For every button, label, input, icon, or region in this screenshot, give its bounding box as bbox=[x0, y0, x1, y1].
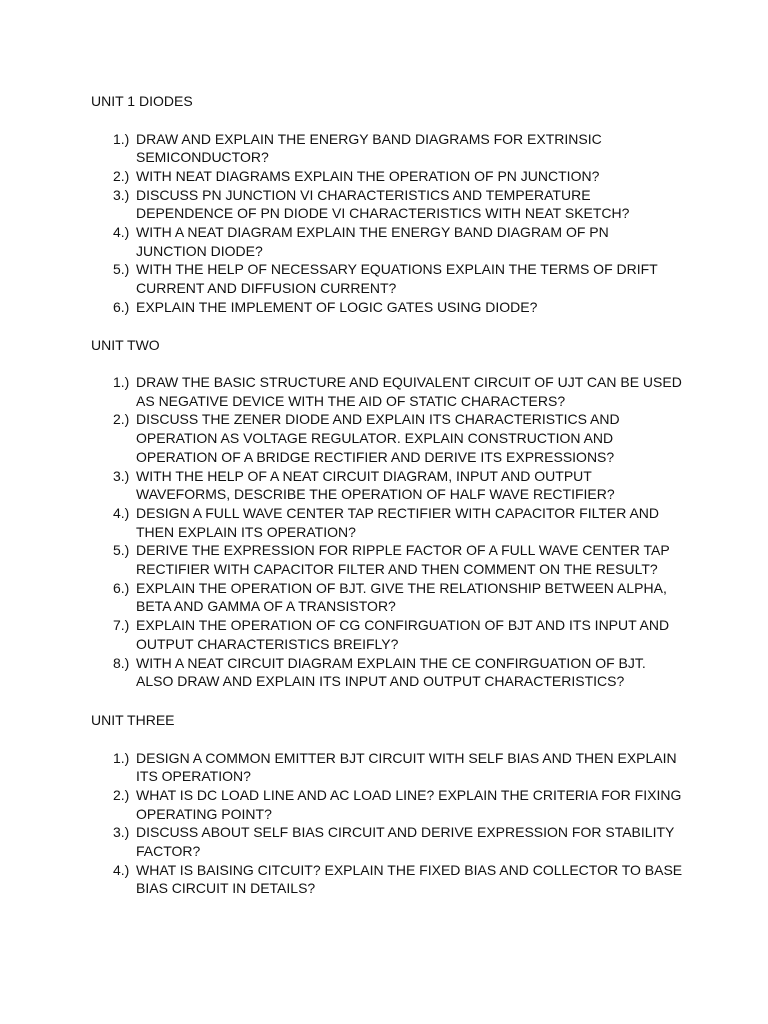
question-text: DRAW AND EXPLAIN THE ENERGY BAND DIAGRAMS FOR EXTRINSIC SEMICONDUCTOR? bbox=[136, 130, 602, 166]
question-item bbox=[0, 654, 686, 691]
question-text: EXPLAIN THE OPERATION OF BJT. GIVE THE RELATIONSHIP BETWEEN ALPHA, BETA AND GAMMA OF A TRANSISTOR? bbox=[136, 579, 667, 615]
question-text: DESIGN A FULL WAVE CENTER TAP RECTIFIER WITH CAPACITOR FILTER AND THEN EXPLAIN ITS OPERATION? bbox=[136, 504, 660, 540]
question-text: WITH THE HELP OF A NEAT CIRCUIT DIAGRAM, INPUT AND OUTPUT WAVEFORMS, DESCRIBE THE OPERATION OF HALF WAVE RECTIFIER? bbox=[136, 467, 615, 503]
question-number: 8.) bbox=[113, 654, 130, 671]
question-item bbox=[0, 823, 686, 860]
question-item bbox=[0, 616, 686, 653]
question-text: WITH A NEAT CIRCUIT DIAGRAM EXPLAIN THE CE CONFIRGUATION OF BJT. ALSO DRAW AND EXPLAIN ITS INPUT AND OUTPUT CHARACTERISTICS? bbox=[136, 654, 646, 690]
unit-2-question-list bbox=[0, 373, 686, 691]
question-text: DESIGN A COMMON EMITTER BJT CIRCUIT WITH SELF BIAS AND THEN EXPLAIN ITS OPERATION? bbox=[136, 749, 677, 785]
question-number: 4.) bbox=[113, 861, 130, 878]
question-text: WHAT IS BAISING CITCUIT? EXPLAIN THE FIXED BIAS AND COLLECTOR TO BASE BIAS CIRCUIT IN DETAILS? bbox=[136, 861, 683, 897]
question-item bbox=[0, 298, 686, 317]
question-item bbox=[0, 186, 686, 223]
question-text: EXPLAIN THE OPERATION OF CG CONFIRGUATION OF BJT AND ITS INPUT AND OUTPUT CHARACTERISTICS BREIFLY? bbox=[136, 617, 670, 652]
unit-3-heading: UNIT THREE bbox=[91, 712, 175, 728]
question-number: 3.) bbox=[113, 824, 130, 841]
question-number: 6.) bbox=[113, 298, 130, 315]
question-item bbox=[0, 504, 686, 541]
question-item bbox=[0, 786, 686, 823]
question-item bbox=[0, 260, 686, 297]
unit-1-question-list bbox=[0, 130, 686, 317]
question-item bbox=[0, 130, 686, 167]
question-number: 1.) bbox=[113, 374, 130, 390]
question-number: 4.) bbox=[113, 504, 130, 521]
question-text: EXPLAIN THE IMPLEMENT OF LOGIC GATES USING DIODE? bbox=[136, 298, 538, 315]
question-number: 2.) bbox=[113, 786, 130, 803]
unit-3-question-list bbox=[0, 749, 686, 899]
question-number: 3.) bbox=[113, 467, 130, 484]
question-item bbox=[0, 467, 686, 504]
question-item bbox=[0, 861, 686, 898]
question-number: 1.) bbox=[113, 749, 130, 766]
question-text: DISCUSS PN JUNCTION VI CHARACTERISTICS AND TEMPERATURE DEPENDENCE OF PN DIODE VI CHARACTERISTICS WITH NEAT SKETCH? bbox=[136, 186, 630, 222]
question-number: 5.) bbox=[113, 542, 130, 559]
question-text: DRAW THE BASIC STRUCTURE AND EQUIVALENT CIRCUIT OF UJT CAN BE USED AS NEGATIVE DEVICE WITH THE AID OF STATIC CHARACTERS? bbox=[136, 374, 682, 409]
question-text: DERIVE THE EXPRESSION FOR RIPPLE FACTOR OF A FULL WAVE CENTER TAP RECTIFIER WITH CAPACITOR FILTER AND THEN COMMENT ON THE RESULT? bbox=[136, 542, 670, 578]
question-text: WITH NEAT DIAGRAMS EXPLAIN THE OPERATION OF PN JUNCTION? bbox=[136, 167, 600, 184]
question-number: 6.) bbox=[113, 579, 130, 596]
question-item bbox=[0, 167, 686, 186]
question-item bbox=[0, 541, 686, 578]
question-number: 2.) bbox=[113, 167, 130, 184]
unit-1-heading: UNIT 1 DIODES bbox=[91, 93, 193, 109]
question-number: 1.) bbox=[113, 130, 130, 147]
question-text: DISCUSS ABOUT SELF BIAS CIRCUIT AND DERIVE EXPRESSION FOR STABILITY FACTOR? bbox=[136, 824, 675, 860]
question-item bbox=[0, 410, 686, 466]
question-text: DISCUSS THE ZENER DIODE AND EXPLAIN ITS CHARACTERISTICS AND OPERATION AS VOLTAGE REGULATOR. EXPLAIN CONSTRUCTION AND OPERATION OF A BRIDGE RECTIFIER AND DERIVE ITS EXPRESSIONS? bbox=[136, 411, 620, 465]
question-number: 2.) bbox=[113, 411, 130, 428]
unit-2-heading: UNIT TWO bbox=[91, 337, 160, 353]
question-text: WITH A NEAT DIAGRAM EXPLAIN THE ENERGY BAND DIAGRAM OF PN JUNCTION DIODE? bbox=[136, 224, 609, 259]
question-item bbox=[0, 223, 686, 260]
question-number: 3.) bbox=[113, 186, 130, 203]
question-number: 4.) bbox=[113, 224, 130, 241]
question-text: WHAT IS DC LOAD LINE AND AC LOAD LINE? EXPLAIN THE CRITERIA FOR FIXING OPERATING POINT? bbox=[136, 786, 682, 822]
question-number: 5.) bbox=[113, 261, 130, 278]
question-item bbox=[0, 373, 686, 410]
question-item bbox=[0, 579, 686, 616]
question-number: 7.) bbox=[113, 617, 130, 634]
question-text: WITH THE HELP OF NECESSARY EQUATIONS EXPLAIN THE TERMS OF DRIFT CURRENT AND DIFFUSION CURRENT? bbox=[136, 261, 658, 297]
question-item bbox=[0, 749, 686, 786]
